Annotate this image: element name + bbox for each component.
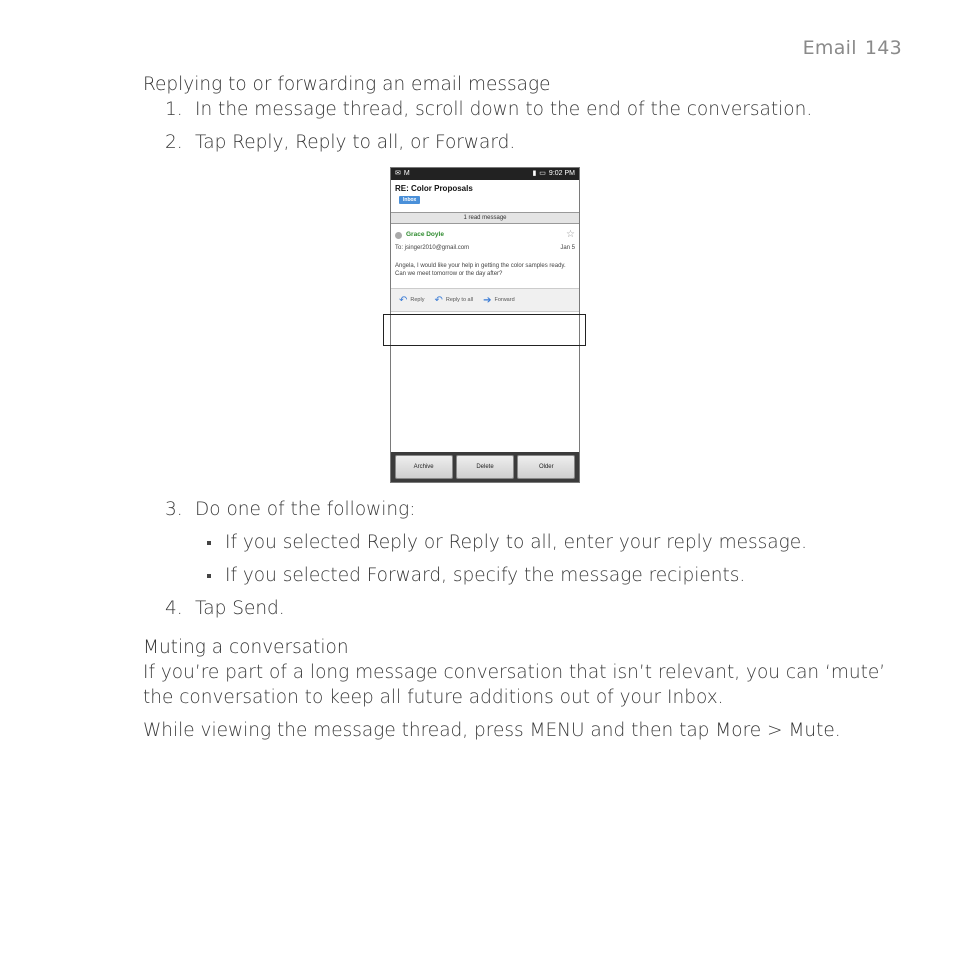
- muting-paragraph-2: [143, 718, 888, 743]
- bullet-reply: [173, 530, 888, 555]
- steps-list-continued: [143, 497, 888, 621]
- step-number: 1.: [165, 99, 183, 120]
- period: .: [509, 132, 516, 153]
- bullet-forward: [173, 563, 888, 588]
- reply-all-icon: ↶: [434, 294, 443, 306]
- message: [391, 224, 579, 278]
- bullet-marker: [207, 541, 211, 545]
- bullet-text: , enter your reply message.: [551, 532, 807, 553]
- bullet-text: If you selected: [225, 565, 367, 586]
- period: .: [278, 598, 285, 619]
- mail-icon: ✉: [395, 170, 401, 177]
- step-number: 4.: [165, 598, 183, 619]
- header-section: Email: [802, 37, 857, 59]
- forward-icon: ➔: [483, 294, 492, 306]
- bullet-list: [173, 530, 888, 588]
- step-1: [143, 97, 888, 122]
- keyword-forward: Forward: [366, 565, 442, 586]
- message-body: Angela, I would like your help in getting the color samples ready. Can we meet tomorrow or the day after?: [395, 263, 566, 277]
- inbox-badge: Inbox: [399, 196, 420, 204]
- sender-name: Grace Doyle: [406, 231, 444, 238]
- archive-button[interactable]: Archive: [395, 455, 453, 479]
- step-text-pre: Tap: [195, 132, 233, 153]
- bullet-text: If you selected: [225, 532, 367, 553]
- keyword-mute: Mute: [788, 720, 835, 741]
- phone-screenshot: [390, 167, 580, 483]
- step-number: 2.: [165, 132, 183, 153]
- section-title-muting: Muting a conversation: [143, 637, 349, 658]
- star-icon[interactable]: ☆: [566, 229, 575, 240]
- page-content: [143, 72, 888, 751]
- subject-text: RE: Color Proposals: [395, 184, 473, 193]
- battery-icon: ▭: [539, 170, 546, 177]
- keyword-reply: Reply: [232, 132, 284, 153]
- muting-paragraph-1: If you’re part of a long message conversation that isn’t relevant, you can ‘mute’ the conversation to keep all future additions out of your Inbox.: [143, 662, 886, 708]
- bullet-text: or: [417, 532, 449, 553]
- page-number: 143: [864, 37, 902, 59]
- status-time: 9:02 PM: [548, 170, 575, 177]
- recipient: To: jsinger2010@gmail.com: [395, 245, 470, 251]
- period: .: [834, 720, 841, 741]
- message-date: Jan 5: [560, 245, 575, 251]
- signal-icon: ▮: [532, 170, 537, 177]
- step-text: Do one of the following:: [195, 499, 416, 520]
- bullet-marker: [207, 574, 211, 578]
- reply-all-label: Reply to all: [445, 296, 474, 303]
- avatar: [395, 232, 402, 239]
- page-header: [803, 37, 902, 59]
- keyword-reply: Reply: [366, 532, 418, 553]
- steps-list: [143, 97, 888, 155]
- bullet-text: , specify the message recipients.: [441, 565, 746, 586]
- step-number: 3.: [165, 499, 183, 520]
- paragraph-text: While viewing the message thread, press MENU and then tap: [143, 720, 716, 741]
- screenshot-figure: [143, 163, 888, 493]
- gmail-icon: M: [403, 170, 410, 177]
- section-title-replying: Replying to or forwarding an email message: [143, 74, 551, 95]
- keyword-send: Send: [232, 598, 279, 619]
- reply-label: Reply: [410, 296, 425, 303]
- older-button[interactable]: Older: [517, 455, 575, 479]
- step-3: [143, 497, 888, 588]
- separator: >: [761, 720, 789, 741]
- step-text-pre: Tap: [195, 598, 233, 619]
- separator: ,: [283, 132, 296, 153]
- status-bar: [391, 168, 579, 180]
- thread-bar[interactable]: 1 read message: [391, 212, 579, 224]
- reply-icon: ↶: [399, 294, 408, 306]
- separator: , or: [398, 132, 435, 153]
- keyword-reply-to-all: Reply to all: [448, 532, 552, 553]
- keyword-reply-to-all: Reply to all: [295, 132, 399, 153]
- bottom-button-bar: [391, 452, 579, 482]
- action-bar: [391, 288, 579, 312]
- reply-all-action[interactable]: [434, 288, 473, 313]
- reply-action[interactable]: [399, 288, 424, 313]
- section-muting: [143, 635, 888, 743]
- step-text: In the message thread, scroll down to the end of the conversation.: [195, 99, 813, 120]
- step-2: [143, 130, 888, 155]
- delete-button[interactable]: Delete: [456, 455, 514, 479]
- forward-action[interactable]: [483, 288, 515, 313]
- keyword-more: More: [715, 720, 762, 741]
- forward-label: Forward: [494, 296, 515, 303]
- sender: [395, 231, 444, 239]
- step-4: [143, 596, 888, 621]
- message-subject: [391, 180, 579, 206]
- keyword-forward: Forward: [434, 132, 510, 153]
